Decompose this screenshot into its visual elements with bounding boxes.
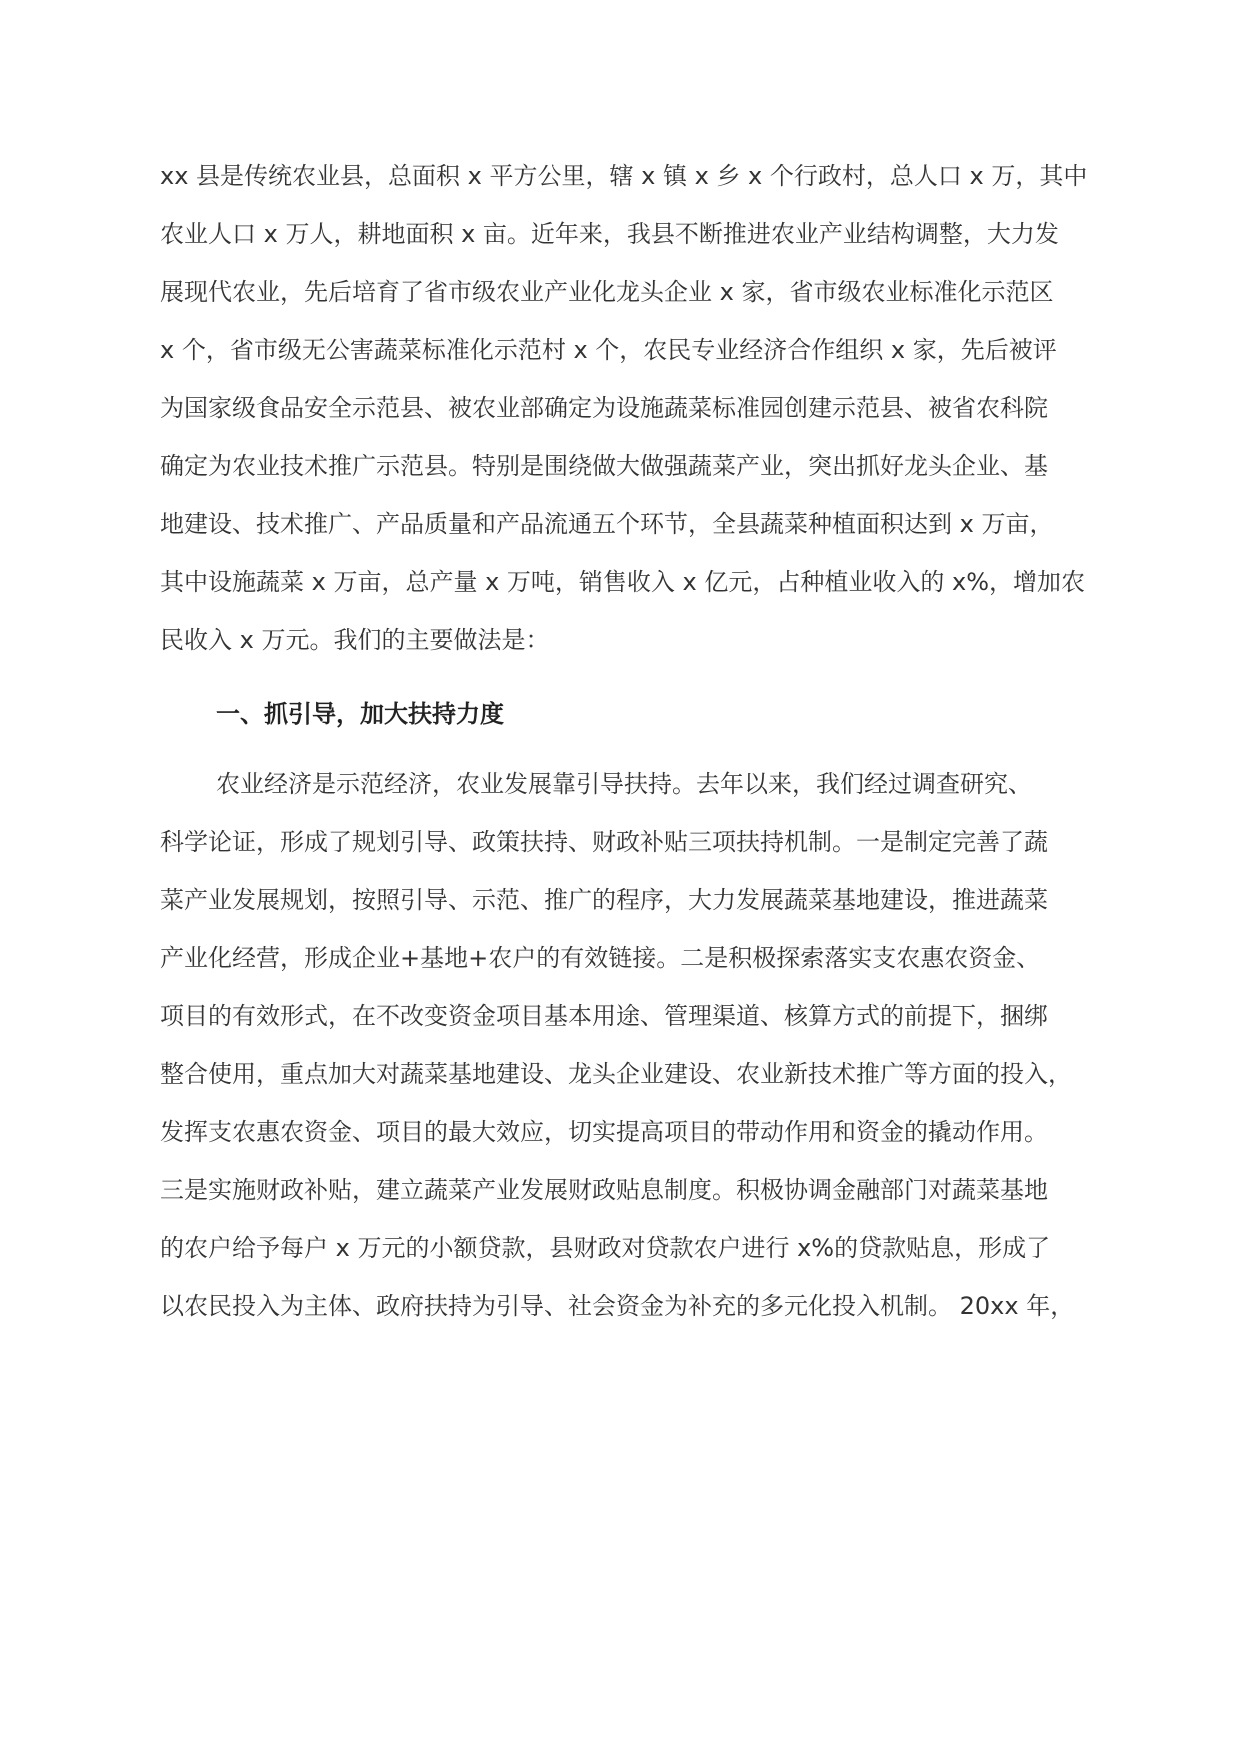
paragraph-2-line-5: 项目的有效形式，在不改变资金项目基本用途、管理渠道、核算方式的前提下，捆绑 bbox=[160, 1002, 1048, 1030]
paragraph-1-line-7: 地建设、技术推广、产品质量和产品流通五个环节，全县蔬菜种植面积达到 x 万亩， bbox=[160, 510, 1054, 538]
paragraph-1-line-5: 为国家级食品安全示范县、被农业部确定为设施蔬菜标准园创建示范县、被省农科院 bbox=[160, 394, 1048, 422]
paragraph-1-line-2: 农业人口 x 万人，耕地面积 x 亩。近年来，我县不断推进农业产业结构调整，大力发 bbox=[160, 220, 1059, 248]
section-heading: 一、抓引导，加大扶持力度 bbox=[216, 700, 504, 728]
paragraph-2-line-1: 农业经济是示范经济，农业发展靠引导扶持。去年以来，我们经过调查研究、 bbox=[216, 770, 1032, 798]
paragraph-2-line-6: 整合使用，重点加大对蔬菜基地建设、龙头企业建设、农业新技术推广等方面的投入， bbox=[160, 1060, 1072, 1088]
paragraph-2-line-4: 产业化经营，形成企业+基地+农户的有效链接。二是积极探索落实支农惠农资金、 bbox=[160, 944, 1041, 972]
paragraph-1-line-1: xx 县是传统农业县，总面积 x 平方公里，辖 x 镇 x 乡 x 个行政村，总人口 x 万，其中 bbox=[160, 162, 1088, 190]
paragraph-2-line-9: 的农户给予每户 x 万元的小额贷款，县财政对贷款农户进行 x%的贷款贴息，形成了 bbox=[160, 1234, 1051, 1262]
paragraph-1-line-9: 民收入 x 万元。我们的主要做法是： bbox=[160, 626, 550, 654]
paragraph-2-line-8: 三是实施财政补贴，建立蔬菜产业发展财政贴息制度。积极协调金融部门对蔬菜基地 bbox=[160, 1176, 1048, 1204]
paragraph-2-line-7: 发挥支农惠农资金、项目的最大效应，切实提高项目的带动作用和资金的撬动作用。 bbox=[160, 1118, 1048, 1146]
paragraph-2-line-10: 以农民投入为主体、政府扶持为引导、社会资金为补充的多元化投入机制。 20xx 年， bbox=[160, 1292, 1075, 1320]
paragraph-2-line-2: 科学论证，形成了规划引导、政策扶持、财政补贴三项扶持机制。一是制定完善了蔬 bbox=[160, 828, 1048, 856]
paragraph-1-line-8: 其中设施蔬菜 x 万亩，总产量 x 万吨，销售收入 x 亿元，占种植业收入的 x%，增加农 bbox=[160, 568, 1086, 596]
paragraph-1-line-3: 展现代农业，先后培育了省市级农业产业化龙头企业 x 家，省市级农业标准化示范区 bbox=[160, 278, 1054, 306]
paragraph-1-line-6: 确定为农业技术推广示范县。特别是围绕做大做强蔬菜产业，突出抓好龙头企业、基 bbox=[160, 452, 1048, 480]
paragraph-1-line-4: x 个，省市级无公害蔬菜标准化示范村 x 个，农民专业经济合作组织 x 家，先后被评 bbox=[160, 336, 1057, 364]
paragraph-2-line-3: 菜产业发展规划，按照引导、示范、推广的程序，大力发展蔬菜基地建设，推进蔬菜 bbox=[160, 886, 1048, 914]
